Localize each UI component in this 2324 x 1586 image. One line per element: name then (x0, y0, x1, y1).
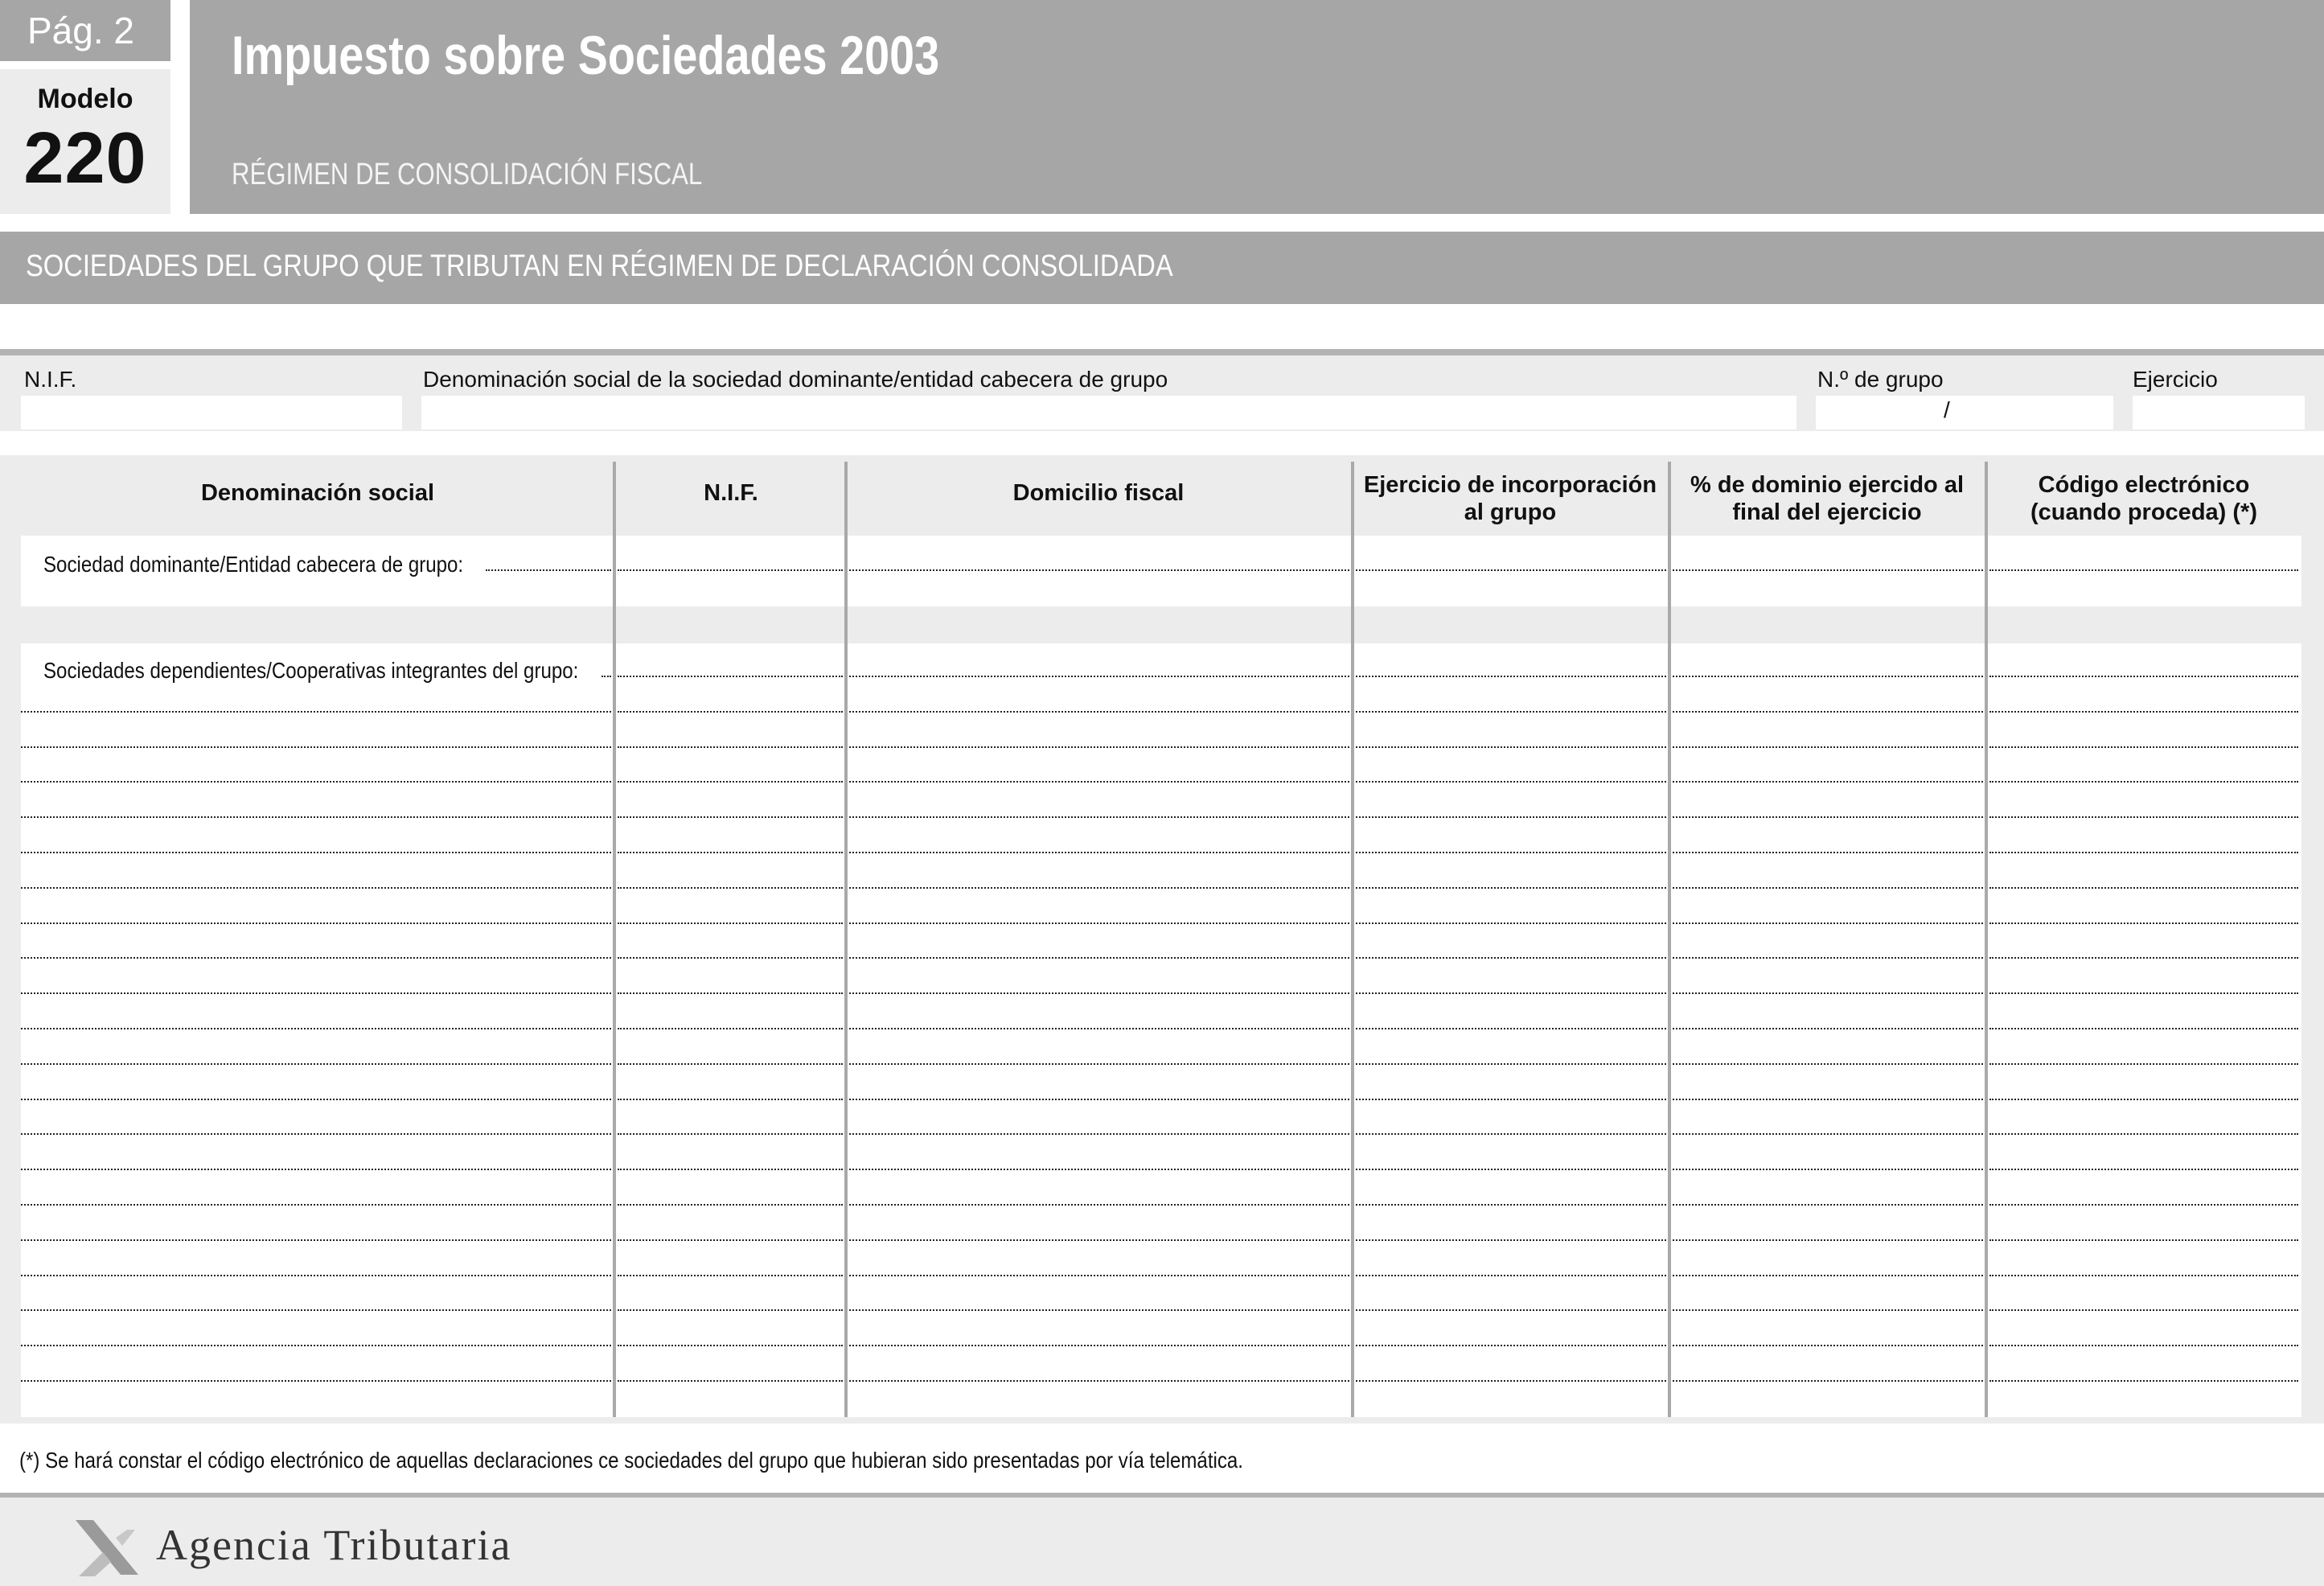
dependent-entry-line[interactable] (1356, 1169, 1666, 1170)
dependent-entry-line[interactable] (1989, 922, 2298, 924)
dependent-entry-line[interactable] (21, 1239, 611, 1241)
group-number-field[interactable] (1816, 396, 2113, 429)
dependent-entry-line[interactable] (1673, 1169, 1983, 1170)
year-label: Ejercicio (2133, 367, 2218, 392)
title-banner (190, 0, 2324, 214)
dominant-entry-line[interactable] (1989, 569, 2298, 571)
dependent-entry-line[interactable] (1989, 816, 2298, 818)
dependent-entry-line[interactable] (1356, 1380, 1666, 1382)
dominant-name-label: Denominación social de la sociedad dominante/entidad cabecera de grupo (423, 367, 1168, 392)
dependent-entry-line[interactable] (618, 1204, 843, 1206)
dependent-entry-line[interactable] (849, 1380, 1349, 1382)
dependent-entry-line[interactable] (1989, 1239, 2298, 1241)
dependent-entry-line[interactable] (849, 1275, 1349, 1276)
dependent-entry-line[interactable] (618, 1169, 843, 1170)
dependent-entry-line[interactable] (1989, 957, 2298, 959)
dependent-entry-line[interactable] (1673, 957, 1983, 959)
dependent-entry-line[interactable] (602, 676, 611, 677)
dependent-entry-line[interactable] (1673, 1204, 1983, 1206)
year-field[interactable] (2133, 396, 2305, 429)
column-divider (1985, 462, 1988, 1417)
dependent-entry-line[interactable] (849, 1345, 1349, 1346)
dependent-entry-line[interactable] (21, 922, 611, 924)
dependent-entry-line[interactable] (21, 1204, 611, 1206)
dependent-entry-line[interactable] (21, 1275, 611, 1276)
dependent-entry-line[interactable] (618, 1028, 843, 1029)
footer (0, 1493, 2324, 1586)
dependent-entry-line[interactable] (1356, 746, 1666, 748)
dominant-entry-line[interactable] (618, 569, 843, 571)
dependent-entry-line[interactable] (1673, 711, 1983, 713)
dependent-entry-line[interactable] (618, 1309, 843, 1311)
agency-name: Agencia Tributaria (156, 1521, 512, 1569)
dependent-entry-line[interactable] (849, 1028, 1349, 1029)
dependent-entry-line[interactable] (1673, 992, 1983, 994)
dependent-entry-line[interactable] (618, 1275, 843, 1276)
dependent-entry-line[interactable] (21, 1169, 611, 1170)
dependent-entry-line[interactable] (1356, 957, 1666, 959)
nif-field[interactable] (21, 396, 402, 429)
dependent-entry-line[interactable] (1989, 887, 2298, 889)
dependent-entry-line[interactable] (1673, 1345, 1983, 1346)
dependent-entry-line[interactable] (1989, 1028, 2298, 1029)
section-title: SOCIEDADES DEL GRUPO QUE TRIBUTAN EN RÉGIMEN DE DECLARACIÓN CONSOLIDADA (26, 249, 1173, 283)
dependent-entry-line[interactable] (1356, 1099, 1666, 1100)
dependent-entry-line[interactable] (1673, 1309, 1983, 1311)
dependent-entry-line[interactable] (1673, 676, 1983, 677)
dependent-entry-line[interactable] (1989, 676, 2298, 677)
dependent-entry-line[interactable] (618, 816, 843, 818)
dependent-entry-line[interactable] (1673, 746, 1983, 748)
col-header-ownership-percent: % de dominio ejercido al final del ejercicio (1690, 472, 1964, 525)
dependent-entry-line[interactable] (21, 852, 611, 853)
dependent-entry-line[interactable] (1673, 1063, 1983, 1065)
dependent-entry-line[interactable] (618, 1063, 843, 1065)
dependent-entry-line[interactable] (618, 711, 843, 713)
dependent-entry-line[interactable] (1356, 1309, 1666, 1311)
dependent-entry-line[interactable] (1989, 1133, 2298, 1135)
dependent-entry-line[interactable] (21, 816, 611, 818)
dominant-entry-line[interactable] (1356, 569, 1666, 571)
dependent-entry-line[interactable] (21, 1028, 611, 1029)
dependent-entry-line[interactable] (21, 1099, 611, 1100)
dependent-entry-line[interactable] (1356, 922, 1666, 924)
group-number-separator: / (1944, 397, 1950, 422)
dependent-entry-line[interactable] (618, 746, 843, 748)
dependent-entry-line[interactable] (1356, 852, 1666, 853)
dominant-entry-line[interactable] (1673, 569, 1983, 571)
column-divider (1351, 462, 1354, 1417)
dependent-rows-label: Sociedades dependientes/Cooperativas integrantes del grupo: (43, 658, 579, 683)
dependent-entry-line[interactable] (21, 887, 611, 889)
dependent-entry-line[interactable] (21, 992, 611, 994)
dependent-entry-line[interactable] (849, 922, 1349, 924)
dominant-name-field[interactable] (421, 396, 1796, 429)
nif-label: N.I.F. (24, 367, 77, 392)
dependent-entry-line[interactable] (21, 781, 611, 783)
group-number-label: N.º de grupo (1817, 367, 1944, 392)
dependent-entry-line[interactable] (1673, 1133, 1983, 1135)
section-banner (0, 232, 2324, 304)
dependent-entry-line[interactable] (618, 1133, 843, 1135)
dependent-entry-line[interactable] (618, 887, 843, 889)
dependent-entry-line[interactable] (1989, 1275, 2298, 1276)
dependent-entry-line[interactable] (849, 1099, 1349, 1100)
dependent-entry-line[interactable] (1989, 1169, 2298, 1170)
dependent-entry-line[interactable] (849, 1169, 1349, 1170)
dominant-row-label: Sociedad dominante/Entidad cabecera de grupo: (43, 552, 464, 577)
dependent-entry-line[interactable] (1989, 992, 2298, 994)
col-header-name: Denominación social (200, 480, 435, 506)
dependent-entry-line[interactable] (849, 852, 1349, 853)
dependent-entry-line[interactable] (1989, 1309, 2298, 1311)
dependent-entry-line[interactable] (1356, 1345, 1666, 1346)
col-header-address: Domicilio fiscal (1012, 480, 1185, 506)
dependent-entry-line[interactable] (1356, 676, 1666, 677)
dependent-entry-line[interactable] (21, 1063, 611, 1065)
dependent-entry-line[interactable] (618, 781, 843, 783)
dependent-entry-line[interactable] (1673, 852, 1983, 853)
dependent-entry-line[interactable] (1989, 852, 2298, 853)
dependent-entry-line[interactable] (1356, 711, 1666, 713)
column-divider (844, 462, 848, 1417)
dependent-entry-line[interactable] (1356, 1133, 1666, 1135)
dependent-entry-line[interactable] (1356, 1028, 1666, 1029)
dependent-entry-line[interactable] (1356, 992, 1666, 994)
dependent-entry-line[interactable] (1989, 781, 2298, 783)
dependent-rows-block (21, 643, 2301, 1417)
col-header-nif: N.I.F. (704, 480, 758, 506)
dependent-entry-line[interactable] (1356, 887, 1666, 889)
column-divider (1668, 462, 1671, 1417)
column-divider (613, 462, 616, 1417)
dependent-entry-line[interactable] (1673, 1239, 1983, 1241)
dependent-entry-line[interactable] (1673, 1380, 1983, 1382)
dependent-entry-line[interactable] (618, 1345, 843, 1346)
dependent-entry-line[interactable] (1673, 816, 1983, 818)
dependent-entry-line[interactable] (1989, 746, 2298, 748)
dependent-entry-line[interactable] (618, 1380, 843, 1382)
dependent-entry-line[interactable] (618, 957, 843, 959)
dependent-entry-line[interactable] (21, 1309, 611, 1311)
form-title: Impuesto sobre Sociedades 2003 (232, 25, 940, 86)
dependent-entry-line[interactable] (849, 1133, 1349, 1135)
dependent-entry-line[interactable] (618, 1099, 843, 1100)
dependent-entry-line[interactable] (21, 1133, 611, 1135)
dependent-entry-line[interactable] (849, 1204, 1349, 1206)
dependent-entry-line[interactable] (849, 1063, 1349, 1065)
dependent-entry-line[interactable] (1356, 1239, 1666, 1241)
dependent-entry-line[interactable] (618, 922, 843, 924)
dependent-entry-line[interactable] (21, 957, 611, 959)
group-info-strip (0, 349, 2324, 431)
dominant-entry-line[interactable] (486, 569, 611, 571)
dependent-entry-line[interactable] (618, 676, 843, 677)
dependent-entry-line[interactable] (21, 746, 611, 748)
dependent-entry-line[interactable] (1673, 1275, 1983, 1276)
dependent-entry-line[interactable] (1356, 816, 1666, 818)
dependent-entry-line[interactable] (618, 1239, 843, 1241)
model-label: Modelo (37, 84, 133, 114)
dependent-entry-line[interactable] (1356, 781, 1666, 783)
form-subtitle: RÉGIMEN DE CONSOLIDACIÓN FISCAL (232, 158, 703, 191)
dependent-entry-line[interactable] (1673, 887, 1983, 889)
dependent-entry-line[interactable] (21, 1380, 611, 1382)
dependent-entry-line[interactable] (1356, 1063, 1666, 1065)
agency-logo-icon (71, 1515, 143, 1580)
model-box (0, 69, 170, 214)
dependent-entry-line[interactable] (849, 676, 1349, 677)
dependent-entry-line[interactable] (849, 992, 1349, 994)
col-header-incorporation-year: Ejercicio de incorporación al grupo (1363, 472, 1657, 525)
dependent-entry-line[interactable] (1989, 1099, 2298, 1100)
dependent-entry-line[interactable] (1356, 1275, 1666, 1276)
dominant-entry-line[interactable] (849, 569, 1349, 571)
dependent-entry-line[interactable] (21, 1345, 611, 1346)
dependent-entry-line[interactable] (618, 852, 843, 853)
dependent-entry-line[interactable] (1989, 1345, 2298, 1346)
model-number: 220 (23, 118, 147, 199)
dependent-entry-line[interactable] (1989, 1063, 2298, 1065)
dependent-entry-line[interactable] (849, 1239, 1349, 1241)
dependent-entry-line[interactable] (849, 711, 1349, 713)
page-number: Pág. 2 (0, 0, 170, 61)
dependent-entry-line[interactable] (618, 992, 843, 994)
dependent-entry-line[interactable] (849, 746, 1349, 748)
dependent-entry-line[interactable] (1673, 1028, 1983, 1029)
dependent-entry-line[interactable] (1989, 1380, 2298, 1382)
dependent-entry-line[interactable] (21, 711, 611, 713)
dependent-entry-line[interactable] (849, 957, 1349, 959)
dependent-entry-line[interactable] (1356, 1204, 1666, 1206)
dependent-entry-line[interactable] (849, 1309, 1349, 1311)
dependent-entry-line[interactable] (1989, 1204, 2298, 1206)
dependent-entry-line[interactable] (849, 781, 1349, 783)
dependent-entry-line[interactable] (1673, 781, 1983, 783)
col-header-electronic-code: Código electrónico (cuando proceda) (*) (2030, 472, 2257, 525)
dependent-entry-line[interactable] (849, 816, 1349, 818)
dependent-entry-line[interactable] (1673, 922, 1983, 924)
footnote: (*) Se hará constar el código electrónico de aquellas declaraciones ce sociedades del grupo que hubieran sido presentadas por vía telemática. (19, 1448, 1243, 1473)
dependent-entry-line[interactable] (1673, 1099, 1983, 1100)
dependent-entry-line[interactable] (849, 887, 1349, 889)
dependent-entry-line[interactable] (1989, 711, 2298, 713)
